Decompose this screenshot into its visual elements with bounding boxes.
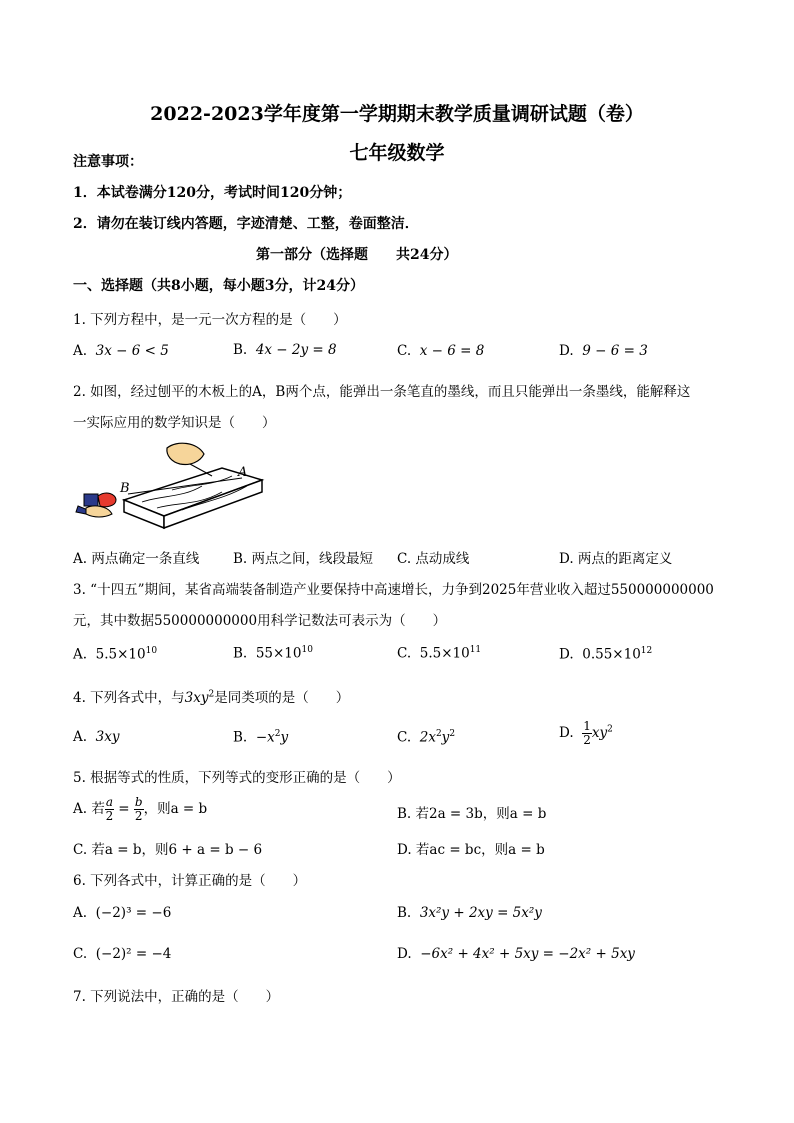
q4-option-d: D. $\frac{1}{2}$ $xy^2$ bbox=[559, 719, 613, 747]
section1-heading: 一、选择题（共8小题，每小题3分，计24分） bbox=[73, 278, 364, 294]
q6-option-a: A. (−2)³ = −6 bbox=[73, 905, 172, 921]
q3-stem-line2: 元，其中数据550000000000用科学记数法可表示为（ ） bbox=[73, 613, 447, 629]
notice-item-1: 1．本试卷满分120分，考试时间120分钟； bbox=[73, 185, 352, 201]
q2-stem-line2: 一实际应用的数学知识是（ ） bbox=[73, 415, 276, 431]
q7-stem: 7. 下列说法中，正确的是（ ） bbox=[73, 989, 280, 1005]
q2-option-d: D. 两点的距离定义 bbox=[559, 551, 673, 567]
figure-label-b: B bbox=[120, 481, 130, 496]
exam-title: 2022-2023学年度第一学期期末教学质量调研试题（卷） bbox=[150, 103, 644, 125]
q4-option-b: B. $-x^2y$ bbox=[233, 729, 289, 746]
notice-heading: 注意事项： bbox=[73, 154, 143, 170]
wood-board-figure bbox=[72, 440, 267, 530]
q6-option-b: B. 3x²y + 2xy = 5x²y bbox=[397, 905, 542, 921]
q1-option-d: D. 9 − 6 = 3 bbox=[559, 343, 648, 359]
q2-option-a: A. 两点确定一条直线 bbox=[73, 551, 200, 567]
q2-stem-line1: 2. 如图，经过刨平的木板上的A，B两个点，能弹出一条笔直的墨线，而且只能弹出一条墨线，能解释这 bbox=[73, 384, 691, 400]
part1-heading: 第一部分（选择题 共24分） bbox=[256, 247, 458, 263]
q5-stem: 5. 根据等式的性质，下列等式的变形正确的是（ ） bbox=[73, 770, 401, 786]
q5-option-b: B. 若2a = 3b，则a = b bbox=[397, 806, 547, 822]
q3-option-b: B. $55\times 10^{10}$ bbox=[233, 645, 313, 662]
notice-item-2: 2．请勿在装订线内答题，字迹清楚、工整，卷面整洁． bbox=[73, 216, 419, 232]
q5-option-d: D. 若ac = bc，则a = b bbox=[397, 842, 545, 858]
exam-subtitle: 七年级数学 bbox=[349, 142, 445, 164]
q5-option-a: A. 若 $\frac{a}{2}$ = $\frac{b}{2}$ ，则a = b bbox=[73, 795, 208, 823]
q1-option-b: B. 4x − 2y = 8 bbox=[233, 342, 337, 358]
q6-stem: 6. 下列各式中，计算正确的是（ ） bbox=[73, 873, 307, 889]
figure-label-a: A bbox=[238, 465, 248, 480]
q2-option-c: C. 点动成线 bbox=[397, 551, 470, 567]
q3-option-c: C. $5.5\times 10^{11}$ bbox=[397, 645, 482, 662]
q5-option-c: C. 若a = b，则6 + a = b − 6 bbox=[73, 842, 263, 858]
q1-stem: 1. 下列方程中，是一元一次方程的是（ ） bbox=[73, 312, 347, 328]
q4-stem: 4. 下列各式中，与$3xy^2$是同类项的是（ ） bbox=[73, 689, 350, 706]
q4-option-c: C. $2x^2y^2$ bbox=[397, 729, 456, 746]
q3-option-d: D. $0.55\times 10^{12}$ bbox=[559, 646, 653, 663]
q1-option-c: C. x − 6 = 8 bbox=[397, 343, 485, 359]
q1-option-a: A. 3x − 6 < 5 bbox=[73, 343, 169, 359]
q4-option-a: A. 3xy bbox=[73, 729, 120, 745]
q6-option-d: D. −6x² + 4x² + 5xy = −2x² + 5xy bbox=[397, 946, 635, 962]
q2-option-b: B. 两点之间，线段最短 bbox=[233, 551, 374, 567]
q3-option-a: A. $5.5\times 10^{10}$ bbox=[73, 646, 158, 663]
q3-stem-line1: 3. “十四五”期间，某省高端装备制造产业要保持中高速增长，力争到2025年营业收入超过550000000000 bbox=[73, 582, 714, 598]
q6-option-c: C. (−2)² = −4 bbox=[73, 946, 172, 962]
